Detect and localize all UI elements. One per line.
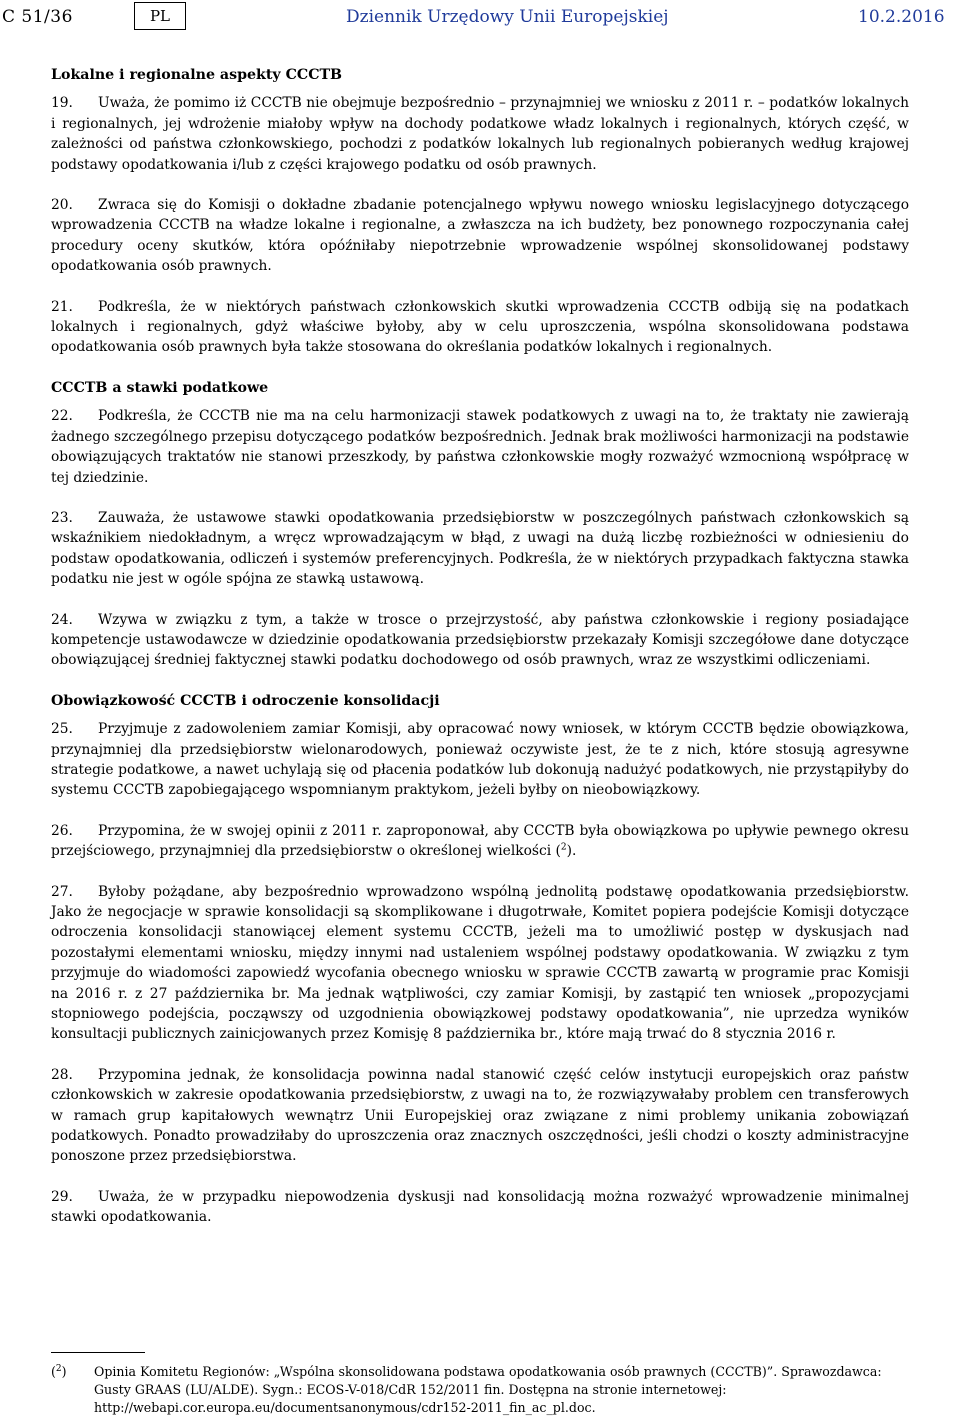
paragraph-22 xyxy=(51,406,909,488)
paragraph-20 xyxy=(51,195,909,277)
paragraph-27 xyxy=(51,882,909,1045)
language-badge: PL xyxy=(134,2,186,30)
paragraph-text: Podkreśla, że CCCTB nie ma na celu harmonizacji stawek podatkowych z uwagi na to, że traktaty nie zawierają żadnego szczególnego przepisu dotyczącego podatków bezpośrednich. Jednak brak możliwości harmonizacji na podstawie obowiązujących traktatów nie stanowi przeszkody, by państwa członkowskie mogły rozważyć wzmocnioną współpracę w tej dziedzinie. xyxy=(51,408,909,486)
paragraph-26 xyxy=(51,821,909,862)
footnote-marker: ($^2$) xyxy=(51,1363,67,1379)
paragraph-text: Uważa, że pomimo iż CCCTB nie obejmuje bezpośrednio – przynajmniej we wniosku z 2011 r. – podatków lokalnych i regionalnych, jej wdrożenie miałoby wpływ na dochody podatkowe władz lokalnych i regionalnych, których część, w zależności od państwa członkowskiego, pochodzi z podatków lokalnych lub regionalnych pobieranych według krajowej podstawy opodatkowania i/lub z części krajowego podatku od osób prawnych. xyxy=(51,95,909,173)
paragraph-number: 21. xyxy=(51,298,73,315)
paragraph-number: 23. xyxy=(51,509,73,526)
footnote xyxy=(51,1363,909,1417)
paragraph-number: 19. xyxy=(51,95,73,112)
page-header xyxy=(0,0,960,40)
paragraph-number: 20. xyxy=(51,197,73,214)
paragraph-text-end: ). xyxy=(566,843,577,860)
paragraph-number: 26. xyxy=(51,822,73,839)
paragraph-text: Podkreśla, że w niektórych państwach członkowskich skutki wprowadzenia CCCTB odbiją się na podatkach lokalnych i regionalnych, gdyż właściwe byłoby, aby w celu uproszczenia, wspólna skonsolidowana podstawa opodatkowania osób prawnych była także stosowana do określania podatków lokalnych i regionalnych. xyxy=(51,298,909,356)
footnote-reference[interactable]: 2 xyxy=(560,842,567,853)
paragraph-text: Przyjmuje z zadowoleniem zamiar Komisji, aby opracować nowy wniosek, w którym CCCTB będzie obowiązkowa, przynajmniej dla przedsiębiorstw wielonarodowych, ponieważ oczywiste jest, że te z nich, które stosują agresywne strategie podatkowe, a nawet uchylają się od płacenia podatków lub dokonują nadużyć podatkowych, nie przystąpiłyby do systemu CCCTB zapobiegającego wspomnianym praktykom, jeżeli byłby on nieobowiązkowy. xyxy=(51,721,909,799)
publication-date: 10.2.2016 xyxy=(858,7,945,27)
footnote-divider xyxy=(51,1352,145,1353)
paragraph-number: 22. xyxy=(51,408,73,425)
paragraph-number: 29. xyxy=(51,1188,73,1205)
document-body xyxy=(51,65,909,1228)
paragraph-29 xyxy=(51,1187,909,1228)
paragraph-text: Zauważa, że ustawowe stawki opodatkowania przedsiębiorstw w poszczególnych państwach członkowskich są wskaźnikiem niedokładnym, a wręcz wprowadzającym w błąd, z uwagi na dużą liczbę rozbieżności w odniesieniu do podstaw opodatkowania, odliczeń i systemów preferencyjnych. Podkreśla, że w niektórych przypadkach faktyczna stawka podatku nie jest w ogóle spójna ze stawką ustawową. xyxy=(51,509,909,588)
paragraph-25 xyxy=(51,719,909,801)
paragraph-number: 24. xyxy=(51,611,73,628)
paragraph-text: Przypomina, że w swojej opinii z 2011 r. zaproponował, aby CCCTB była obowiązkowa po upływie pewnego okresu przejściowego, przynajmniej dla przedsiębiorstw o określonej wielkości ( xyxy=(51,822,909,860)
paragraph-text: Byłoby pożądane, aby bezpośrednio wprowadzono wspólną jednolitą podstawę opodatkowania przedsiębiorstw. Jako że negocjacje w sprawie konsolidacji są skomplikowane i długotrwałe, Komitet popiera podejście Komisji dotyczące odroczenia konsolidacji stanowiącej element systemu CCCTB, jeżeli ma to umożliwić postęp w dyskusjach nad pozostałymi elementami wniosku, między innymi nad ustaleniem wspólnej podstawy opodatkowania. W związku z tym przyjmuje do wiadomości zapowiedź wycofania obecnego wniosku w sprawie CCCTB zawartą w programie prac Komisji na 2016 r. z 27 października br. Ma jednak wątpliwości, czy zamiar Komisji, by zastąpić ten wniosek „propozycjami stopniowego podejścia, począwszy od uzgodnienia obowiązkowej podstawy opodatkowania”, nie uprzedza wyników konsultacji publicznych zainicjowanych przez Komisję 8 października br., które mają trwać do 8 stycznia 2016 r. xyxy=(51,883,909,1043)
paragraph-text: Wzywa w związku z tym, a także w trosce o przejrzystość, aby państwa członkowskie i regiony posiadające kompetencje ustawodawcze w dziedzinie opodatkowania przedsiębiorstw przekazały Komisji szczegółowe dane dotyczące obowiązującej średniej faktycznej stawki podatku dochodowego od osób prawnych, wraz ze wszystkimi odliczeniami. xyxy=(51,611,909,669)
paragraph-24 xyxy=(51,610,909,671)
footnote-text: Opinia Komitetu Regionów: „Wspólna skonsolidowana podstawa opodatkowania osób prawnych (CCCTB)”. Sprawozdawca: Gusty GRAAS (LU/ALDE). Sygn.: ECOS-V-018/CdR 152/2011 fin. Dostępna na stronie internetowej: http://webapi.cor.europa.eu/documentsanonymous/cdr152-2011_fin_ac_pl.doc. xyxy=(94,1364,882,1415)
paragraph-text: Uważa, że w przypadku niepowodzenia dyskusji nad konsolidacją można rozważyć wprowadzenie minimalnej stawki opodatkowania. xyxy=(51,1188,909,1226)
section-heading: Lokalne i regionalne aspekty CCCTB xyxy=(51,67,343,83)
paragraph-23 xyxy=(51,508,909,590)
paragraph-number: 28. xyxy=(51,1066,73,1083)
paragraph-number: 27. xyxy=(51,883,73,900)
page-reference: C 51/36 xyxy=(2,7,73,27)
paragraph-28 xyxy=(51,1065,909,1167)
paragraph-text: Zwraca się do Komisji o dokładne zbadanie potencjalnego wpływu nowego wniosku legislacyjnego dotyczącego wprowadzenia CCCTB na władze lokalne i regionalne, a zwłaszcza na ich budżety, bez ponownego rozpoczynania całej procedury oceny skutków, która opóźniłaby niepotrzebnie wprowadzenie wspólnej skonsolidowanej podstawy opodatkowania osób prawnych. xyxy=(51,197,909,275)
section-heading: CCCTB a stawki podatkowe xyxy=(51,379,269,396)
paragraph-text: Przypomina jednak, że konsolidacja powinna nadal stanowić część celów instytucji europejskich oraz państw członkowskich w zakresie opodatkowania przedsiębiorstw, z uwagi na to, że rozwiązywałaby problem cen transferowych w ramach grup kapitałowych wewnątrz Unii Europejskiej oraz związane z nimi problemy unikania zobowiązań podatkowych. Ponadto prowadziłaby do uproszczenia oraz znacznych oszczędności, jeśli chodzi o koszty administracyjne ponoszone przez przedsiębiorstwa. xyxy=(51,1066,909,1165)
paragraph-21 xyxy=(51,297,909,358)
paragraph-19 xyxy=(51,93,909,175)
journal-title: Dziennik Urzędowy Unii Europejskiej xyxy=(346,7,669,27)
section-heading: Obowiązkowość CCCTB i odroczenie konsolidacji xyxy=(51,692,440,709)
paragraph-number: 25. xyxy=(51,721,73,738)
